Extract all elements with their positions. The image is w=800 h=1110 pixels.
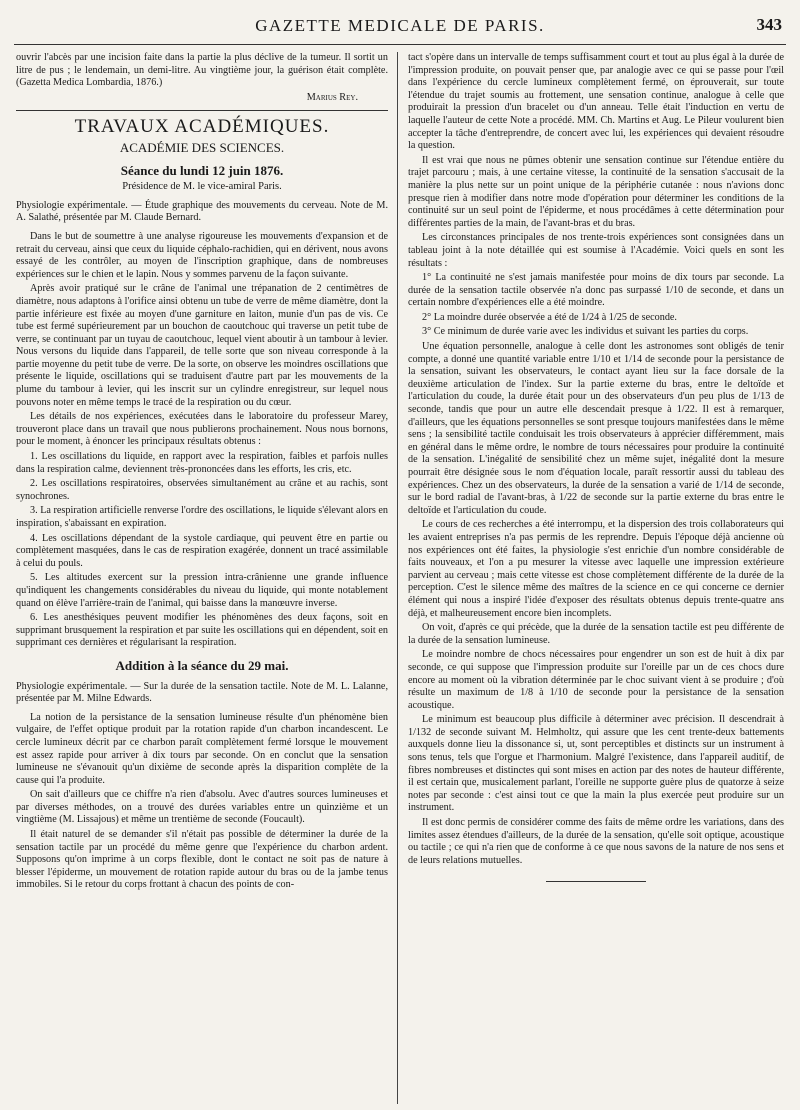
paragraph: tact s'opère dans un intervalle de temps suffisamment court et tout au plus égal à la durée de l'impression produite, on pouvait penser que, par analogie avec ce qui se passe pour l'œil dans l'expérience du cercle lumineux complètement fermé, on éprouverait, sur toute l'étendue du trajet soumis au frottement, une sensation continue, analogue à celle que produirait la pression d'un bracelet ou d'un anneau. Telle était l'induction en vertu de laquelle l'auteur de cette Note a procédé. MM. Ch. Martins et Aug. Le Pileur voulurent bien accepter la tâche d'entreprendre, de concert avec lui, les expériences qui devaient résoudre la question. [408, 52, 784, 152]
rubric-tactile: Physiologie expérimentale. — Sur la durée de la sensation tactile. Note de M. L. Lalanne, présentée par M. Milne Edwards. [16, 680, 388, 705]
seance-heading: Séance du lundi 12 juin 1876. [120, 162, 284, 178]
paragraph: Après avoir pratiqué sur le crâne de l'animal une trépanation de 2 centimètres de diamètre, nous adaptons à l'orifice ainsi obtenu un tube de verre de même diamètre, dont la partie inférieure est fixée au moyen d'une garniture en laiton, munie d'un pas de vis. Ce tube est fermé supérieurement par un bouchon de caoutchouc qui traverse un petit tube de verre, se continuant par un tuyau de caoutchouc, lequel vient aboutir à un tambour à levier. Nous versons du liquide dans l'appareil, de telle sorte que son niveau corresponde à la partie moyenne du petit tube de verre. De la sorte, on observe les moindres oscillations que présente le liquide, oscillations qui se traduisent d'autre part par les mouvements de la plume du tambour à levier, qui les inscrit sur un cylindre enregistreur, sur lequel nous pouvons noter en même temps le tracé de la respiration ou du cœur. [16, 283, 388, 408]
end-rule [546, 881, 646, 882]
paragraph: Dans le but de soumettre à une analyse rigoureuse les mouvements d'expansion et de retrait du cerveau, ainsi que ceux du liquide céphalo-rachidien, qui en dérivent, nous avons essayé de les contrôler, au moyen de l'inscription graphique, dans de nombreuses expériences sur le chien et le lapin. Nous y sommes parvenu de la façon suivante. [16, 230, 388, 280]
paragraph: Le cours de ces recherches a été interrompu, et la dispersion des trois collaborateurs qui les avaient entreprises n'a pas permis de les reprendre. Depuis l'époque déjà ancienne où nos expériences ont été faites, la physiologie s'est enrichie d'un nombre considérable de faits nouveaux, et l'on a pu mesurer la vitesse avec laquelle une impression extérieure parvient au cerveau ; mais cette vitesse est chose complètement différente de la durée de la perception. C'est le silence même des maîtres de la science en ce qui concerne ce dernier élément qui nous a inspiré l'idée d'exposer des résultats obtenus depuis trente-quatre ans déjà, et malheureusement encore bien incomplets. [408, 519, 784, 619]
result-item: 3° Ce minimum de durée varie avec les individus et suivant les parties du corps. [422, 326, 749, 338]
presidence-line: Présidence de M. le vice-amiral Paris. [122, 181, 282, 193]
page-number: 343 [756, 15, 782, 34]
result-item: 1° La continuité ne s'est jamais manifestée pour moins de dix tours par seconde. La durée de la sensation tactile observée n'a donc pas surpassé 1/10 de seconde, et dans un certain nombre d'expériences elle a été moindre. [408, 272, 784, 309]
rubric-brain: Physiologie expérimentale. — Étude graphique des mouvements du cerveau. Note de M. A. Salathé, présentée par M. Claude Bernard. [16, 199, 388, 224]
result-item: 5. Les altitudes exercent sur la pression intra-crânienne une grande influence qu'indiquent les changements considérables du niveau du liquide, qui monte notablement quand on élève l'arrière-train de l'animal, qui baisse dans la manœuvre inverse. [16, 572, 388, 609]
subsection-title: ACADÉMIE DES SCIENCES. [119, 139, 285, 155]
paragraph: On voit, d'après ce qui précède, que la durée de la sensation tactile est peu différente de la durée de la sensation lumineuse. [408, 622, 784, 646]
result-item: 2° La moindre durée observée a été de 1/24 à 1/25 de seconde. [422, 311, 677, 323]
section-separator [16, 110, 388, 111]
result-item: 2. Les oscillations respiratoires, observées simultanément au crâne et au rachis, sont synochrones. [16, 478, 388, 502]
result-item: 3. La respiration artificielle renverse l'ordre des oscillations, le liquide s'élevant alors en inspiration, s'abaissant en expiration. [16, 505, 388, 529]
left-column [16, 52, 388, 1104]
result-item: 4. Les oscillations dépendant de la systole cardiaque, qui peuvent être en partie ou complètement masquées, dans le cas de respiration exagérée, donnent un tracé assimilable à celui du pouls. [16, 532, 388, 569]
intro-paragraph: ouvrir l'abcès par une incision faite dans la partie la plus déclive de la tumeur. Il sortit un litre de pus ; le lendemain, un demi-litre. Au vingtième jour, la guérison était complète. (Gazetta Medica Lombardia, 1876.) [16, 52, 388, 89]
right-column [408, 52, 784, 1104]
result-item: 1. Les oscillations du liquide, en rapport avec la respiration, faibles et parfois nulles dans la respiration calme, deviennent très-prononcées dans les efforts, les cris, etc. [16, 451, 388, 475]
paragraph: On sait d'ailleurs que ce chiffre n'a rien d'absolu. Avec d'autres sources lumineuses et par diverses méthodes, on a trouvé des durées variables entre un quinzième et un vingtième (M. Lissajous) et même un trentième de seconde (Foucault). [16, 789, 388, 826]
column-divider [397, 52, 398, 1104]
addition-heading: Addition à la séance du 29 mai. [115, 657, 289, 673]
author-signature: Marius Rey. [306, 91, 358, 103]
paragraph: Le moindre nombre de chocs nécessaires pour engendrer un son est de huit à dix par seconde, ce qui suppose que l'impression produite sur l'oreille par un de ces chocs dure encore au moment où la vibration déterminée par le choc suivant vient à se produire ; d'où résulte un maximum de 1/8 à 1/10 de seconde pour la persistance de la sensation acoustique. [408, 649, 784, 711]
paragraph: Le minimum est beaucoup plus difficile à déterminer avec précision. Il descendrait à 1/132 de seconde suivant M. Helmholtz, qui assure que les cent trente-deux battements auxquels donne lieu la dissonance si, ut, sont perceptibles et distincts sur un instrument à sons tenus, tels que l'orgue et l'harmonium. Malgré l'existence, dans l'appareil auditif, de fibres nombreuses et distinctes qui sont mises en action par des notes de hauteur différente, il est certain que, musicalement parlant, l'oreille ne supporte guère plus de quatorze à seize notes par seconde : c'est ainsi tout ce que la main la plus exercée peut produire sur un instrument. [408, 714, 784, 814]
paragraph: Il était naturel de se demander s'il n'était pas possible de déterminer la durée de la sensation tactile par un procédé du même genre que l'expérience du charbon ardent. Supposons qu'on imprime à un corps flexible, dont le contact ne soit pas de nature à blesser l'épiderme, un mouvement de rotation rapide autour du bras ou de la jambe tenus immobiles. Si le retour du corps frottant à chacun des points de con- [16, 829, 388, 891]
section-title: TRAVAUX ACADÉMIQUES. [74, 116, 330, 138]
paragraph: Les circonstances principales de nos trente-trois expériences sont consignées dans un tableau joint à la note détaillée qui est soumise à l'Académie. Voici quels en sont les résultats : [408, 232, 784, 269]
paragraph: Il est donc permis de considérer comme des faits de même ordre les variations, dans des limites assez étendues d'ailleurs, de la durée de la sensation, qu'elle soit optique, acoustique ou tactile ; ce qui n'a rien que de conforme à ce que nous savons de la nature de nos sens et de leurs relations mutuelles. [408, 817, 784, 866]
page-header [14, 10, 786, 45]
paragraph: Il est vrai que nous ne pûmes obtenir une sensation continue sur l'étendue entière du trajet parcouru ; mais, à une certaine vitesse, la continuité de la sensation s'accusait de la manière la plus nette sur un point unique de la périphérie cutanée : nous n'avions donc presque rien à modifier dans notre mode d'opération pour déterminer les conditions de la continuité sur un seul point de l'épiderme, et nous procédâmes à cette détermination pour différentes parties de la main, de l'avant-bras et du bras. [408, 154, 784, 229]
result-item: 6. Les anesthésiques peuvent modifier les phénomènes des deux façons, soit en supprimant brusquement la respiration et par suite les oscillations qui en dépendent, soit en supprimant ces dernières et régularisant la respiration. [16, 612, 388, 649]
paragraph: Les détails de nos expériences, exécutées dans le laboratoire du professeur Marey, trouveront place dans un travail que nous publierons prochainement. Nous nous bornons, pour le moment, à énoncer les principaux résultats obtenus : [16, 411, 388, 448]
paragraph: Une équation personnelle, analogue à celle dont les astronomes sont obligés de tenir compte, a donné une quantité variable entre 1/10 et 1/14 de seconde pour la persistance de la sensation, suivant les observateurs, le contact ayant lieu sur la face dorsale de la deuxième articulation de l'index. Sur la partie externe du bras, entre le deltoïde et l'articulation du coude, la durée était pour un des observateurs d'un peu plus de 1/13 de seconde, tandis que pour un autre elle descendait presque à 1/22. Il est à remarquer, d'ailleurs, que les équations personnelles se sont presque toujours manifestées dans le même sens ; la sensibilité tactile conduisait les trois observateurs à apprécier différemment, mais en général dans le même ordre, le nombre de tours nécessaires pour produire la continuité de la sensation. L'inégalité de sensibilité chez un même sujet, inégalité dont la mesure pourrait être désignée sous le nom d'équation locale, paraît ressortir aussi du tableau des expériences. Chez un des observateurs, la durée de la sensation a varié de 1/14 de seconde, sur le bord radial de l'avant-bras, à 1/22 de seconde sur la partie externe du bras entre le deltoïde et l'articulation du coude. [408, 341, 784, 516]
paragraph: La notion de la persistance de la sensation lumineuse résulte d'un phénomène bien vulgaire, de l'effet optique produit par la rotation rapide d'un charbon incandescent. Le cercle lumineux décrit par ce charbon paraît complètement fermé lorsque le mouvement est assez rapide pour arriver à dix tours par seconde. On en conclut que la sensation lumineuse ne s'évanouit qu'un dixième de seconde après la disparition complète de la cause qui l'a produite. [16, 711, 388, 786]
journal-title: GAZETTE MEDICALE DE PARIS. [255, 16, 545, 35]
